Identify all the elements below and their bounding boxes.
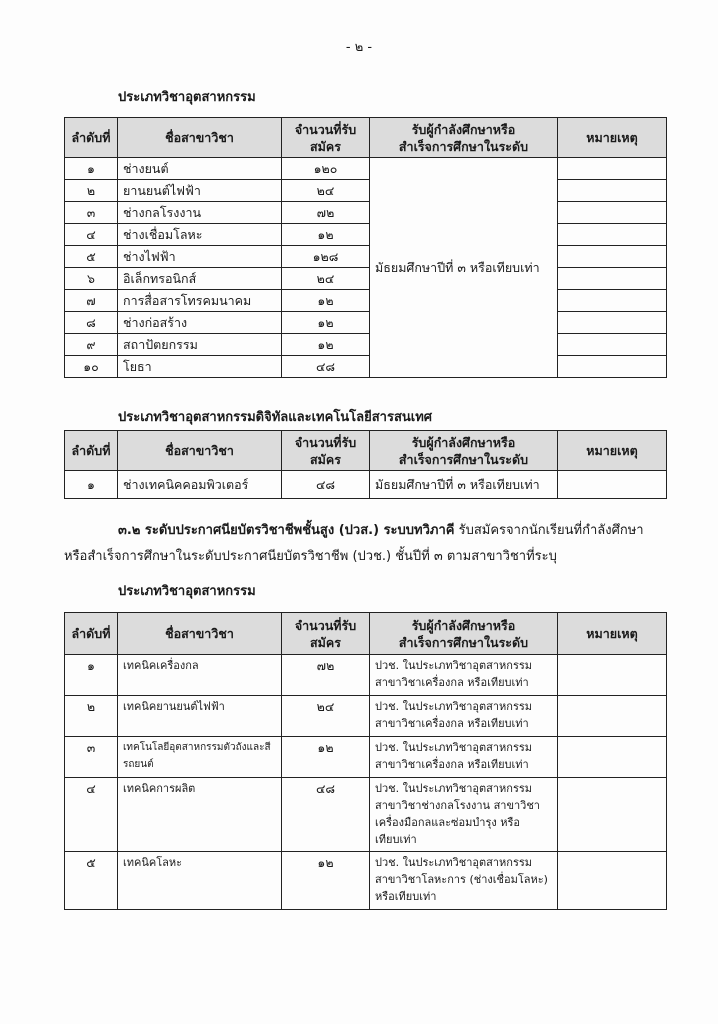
row-quota: ๑๒	[282, 852, 370, 910]
table-row	[65, 471, 667, 499]
row-order: ๖	[65, 268, 118, 290]
paragraph-line-1	[118, 517, 644, 544]
header-note: หมายเหตุ	[558, 431, 667, 471]
higher-diploma-table	[64, 612, 667, 910]
header-name: ชื่อสาขาวิชา	[118, 613, 282, 655]
row-name: เทคนิคการผลิต	[118, 778, 282, 852]
row-requirement: ปวช. ในประเภทวิชาอุตสาหกรรม สาขาวิชาช่างกลโรงงาน สาขาวิชา เครื่องมือกลและซ่อมบำรุง หรือ เทียบเท่า	[370, 778, 558, 852]
table-row	[65, 202, 667, 224]
note-cell	[558, 290, 667, 312]
row-name: ช่างกลโรงงาน	[118, 202, 282, 224]
header-requirement: รับผู้กำลังศึกษาหรือ สำเร็จการศึกษาในระดับ	[370, 118, 558, 158]
table-row	[65, 180, 667, 202]
note-cell	[558, 696, 667, 737]
table-row	[65, 312, 667, 334]
row-order: ๔	[65, 224, 118, 246]
row-quota: ๗๒	[282, 655, 370, 696]
header-quota: จำนวนที่รับ สมัคร	[282, 431, 370, 471]
table-row	[65, 290, 667, 312]
row-order: ๔	[65, 778, 118, 852]
row-requirement: มัธยมศึกษาปีที่ ๓ หรือเทียบเท่า	[370, 471, 558, 499]
header-quota: จำนวนที่รับ สมัคร	[282, 613, 370, 655]
table-row	[65, 696, 667, 737]
row-quota: ๑๒	[282, 290, 370, 312]
row-name: การสื่อสารโทรคมนาคม	[118, 290, 282, 312]
section-heading-digital: ประเภทวิชาอุตสาหกรรมดิจิทัลและเทคโนโลยีสารสนเทศ	[118, 410, 433, 425]
row-name: ยานยนต์ไฟฟ้า	[118, 180, 282, 202]
row-name: ช่างก่อสร้าง	[118, 312, 282, 334]
row-order: ๙	[65, 334, 118, 356]
requirement-cell: มัธยมศึกษาปีที่ ๓ หรือเทียบเท่า	[370, 158, 558, 378]
row-name: เทคโนโลยีอุตสาหกรรมตัวถังและสี รถยนต์	[118, 737, 282, 778]
table-row	[65, 158, 667, 180]
header-requirement: รับผู้กำลังศึกษาหรือ สำเร็จการศึกษาในระดับ	[370, 613, 558, 655]
note-cell	[558, 224, 667, 246]
row-quota: ๑๒	[282, 224, 370, 246]
note-cell	[558, 356, 667, 378]
row-name: ช่างยนต์	[118, 158, 282, 180]
header-order: ลำดับที่	[65, 431, 118, 471]
row-requirement: ปวช. ในประเภทวิชาอุตสาหกรรม สาขาวิชาเครื่องกล หรือเทียบเท่า	[370, 655, 558, 696]
row-order: ๑	[65, 471, 118, 499]
row-name: เทคนิคยานยนต์ไฟฟ้า	[118, 696, 282, 737]
note-cell	[558, 778, 667, 852]
note-cell	[558, 180, 667, 202]
row-name: สถาปัตยกรรม	[118, 334, 282, 356]
table-row	[65, 268, 667, 290]
row-quota: ๒๔	[282, 180, 370, 202]
row-quota: ๑๒	[282, 334, 370, 356]
row-quota: ๑๒๘	[282, 246, 370, 268]
table-row	[65, 778, 667, 852]
row-quota: ๗๒	[282, 202, 370, 224]
page-number: - ๒ -	[345, 40, 373, 55]
paragraph-text: รับสมัครจากนักเรียนที่กำลังศึกษา	[458, 523, 644, 538]
paragraph-line-2: หรือสำเร็จการศึกษาในระดับประกาศนียบัตรวิชาชีพ (ปวช.) ชั้นปีที่ ๓ ตามสาขาวิชาที่ระบุ	[64, 549, 557, 564]
row-order: ๘	[65, 312, 118, 334]
row-order: ๑๐	[65, 356, 118, 378]
row-order: ๕	[65, 246, 118, 268]
row-order: ๗	[65, 290, 118, 312]
row-order: ๓	[65, 737, 118, 778]
row-quota: ๑๒๐	[282, 158, 370, 180]
row-requirement: ปวช. ในประเภทวิชาอุตสาหกรรม สาขาวิชาเครื่องกล หรือเทียบเท่า	[370, 696, 558, 737]
row-order: ๒	[65, 696, 118, 737]
note-cell	[558, 471, 667, 499]
section-heading-industry: ประเภทวิชาอุตสาหกรรม	[118, 90, 256, 105]
header-note: หมายเหตุ	[558, 118, 667, 158]
table-row	[65, 737, 667, 778]
row-order: ๕	[65, 852, 118, 910]
row-order: ๒	[65, 180, 118, 202]
row-order: ๑	[65, 158, 118, 180]
header-name: ชื่อสาขาวิชา	[118, 118, 282, 158]
note-cell	[558, 246, 667, 268]
header-order: ลำดับที่	[65, 118, 118, 158]
header-note: หมายเหตุ	[558, 613, 667, 655]
row-quota: ๒๔	[282, 696, 370, 737]
table-row	[65, 246, 667, 268]
row-name: โยธา	[118, 356, 282, 378]
section-heading-industry-2: ประเภทวิชาอุตสาหกรรม	[118, 584, 256, 599]
row-quota: ๑๒	[282, 312, 370, 334]
note-cell	[558, 268, 667, 290]
note-cell	[558, 655, 667, 696]
header-order: ลำดับที่	[65, 613, 118, 655]
table-row	[65, 356, 667, 378]
row-quota: ๔๘	[282, 778, 370, 852]
note-cell	[558, 852, 667, 910]
note-cell	[558, 737, 667, 778]
row-name: ช่างไฟฟ้า	[118, 246, 282, 268]
row-requirement: ปวช. ในประเภทวิชาอุตสาหกรรม สาขาวิชาเครื่องกล หรือเทียบเท่า	[370, 737, 558, 778]
header-requirement: รับผู้กำลังศึกษาหรือ สำเร็จการศึกษาในระดับ	[370, 431, 558, 471]
note-cell	[558, 334, 667, 356]
table-row	[65, 334, 667, 356]
digital-table	[64, 430, 667, 499]
row-quota: ๑๒	[282, 737, 370, 778]
table-row	[65, 224, 667, 246]
paragraph-title: ๓.๒ ระดับประกาศนียบัตรวิชาชีพชั้นสูง (ปวส.) ระบบทวิภาคี	[118, 523, 455, 538]
row-name: เทคนิคเครื่องกล	[118, 655, 282, 696]
note-cell	[558, 312, 667, 334]
table-row	[65, 852, 667, 910]
row-order: ๑	[65, 655, 118, 696]
header-quota: จำนวนที่รับ สมัคร	[282, 118, 370, 158]
row-quota: ๔๘	[282, 471, 370, 499]
row-order: ๓	[65, 202, 118, 224]
header-name: ชื่อสาขาวิชา	[118, 431, 282, 471]
row-name: เทคนิคโลหะ	[118, 852, 282, 910]
row-name: ช่างเชื่อมโลหะ	[118, 224, 282, 246]
table-row	[65, 655, 667, 696]
row-name: อิเล็กทรอนิกส์	[118, 268, 282, 290]
row-name: ช่างเทคนิคคอมพิวเตอร์	[118, 471, 282, 499]
row-requirement: ปวช. ในประเภทวิชาอุตสาหกรรม สาขาวิชาโลหะการ (ช่างเชื่อมโลหะ) หรือเทียบเท่า	[370, 852, 558, 910]
row-quota: ๔๘	[282, 356, 370, 378]
industry-table	[64, 117, 667, 378]
row-quota: ๒๔	[282, 268, 370, 290]
note-cell	[558, 158, 667, 180]
note-cell	[558, 202, 667, 224]
